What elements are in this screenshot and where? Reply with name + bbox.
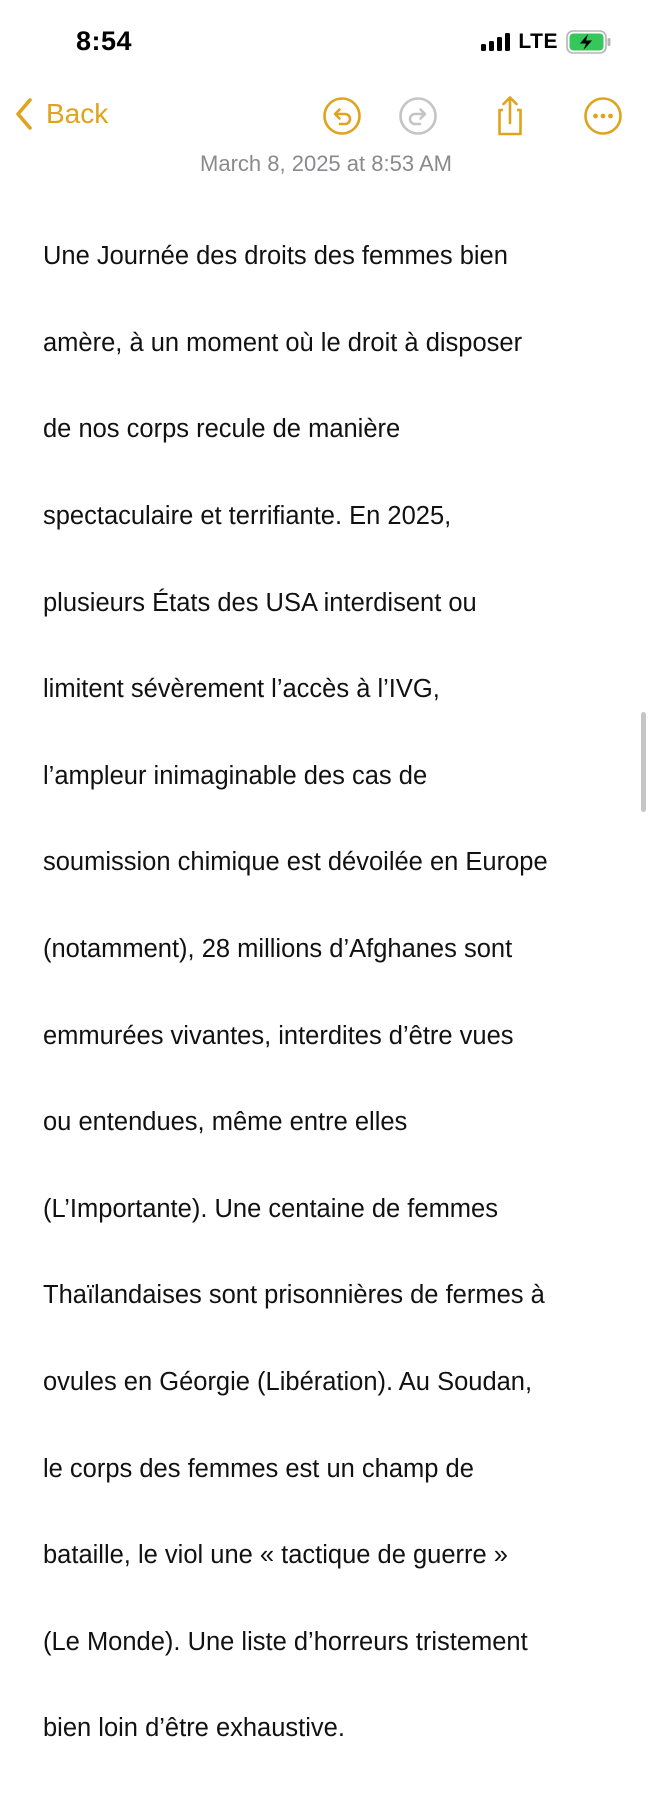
note-line: Une Journée des droits des femmes bien: [43, 242, 508, 271]
note-line: plusieurs États des USA interdisent ou: [43, 588, 477, 617]
note-date: March 8, 2025 at 8:53 AM: [200, 151, 452, 176]
more-icon: [581, 94, 625, 138]
note-line: ou entendues, même entre elles: [43, 1108, 408, 1137]
back-button[interactable]: [12, 94, 108, 134]
redo-button[interactable]: [396, 94, 440, 138]
undo-icon: [320, 94, 364, 138]
signal-bars-icon: [481, 33, 510, 51]
more-button[interactable]: [581, 94, 625, 138]
note-line: ovules en Géorgie (Libération). Au Soudan,: [43, 1368, 533, 1397]
battery-charging-icon: [566, 30, 612, 54]
status-indicators: [481, 30, 612, 54]
note-line: (L’Importante). Une centaine de femmes: [43, 1194, 498, 1223]
note-line: limitent sévèrement l’accès à l’IVG,: [43, 675, 440, 704]
note-line: emmurées vivantes, interdites d’être vues: [43, 1021, 514, 1050]
note-line: spectaculaire et terrifiante. En 2025,: [43, 502, 452, 531]
scroll-indicator[interactable]: [641, 712, 646, 812]
status-time: 8:54: [76, 26, 133, 56]
note-line: bien loin d’être exhaustive.: [43, 1714, 345, 1743]
note-line: (notamment), 28 millions d’Afghanes sont: [43, 935, 513, 964]
note-toolbar: [0, 88, 652, 144]
redo-icon: [396, 94, 440, 138]
network-type: LTE: [518, 30, 558, 53]
chevron-left-icon: [12, 94, 38, 134]
note-line: de nos corps recule de manière: [43, 415, 401, 444]
note-line: Thaïlandaises sont prisonnières de fermes à: [43, 1281, 545, 1310]
back-label: Back: [46, 98, 109, 129]
share-icon: [488, 94, 532, 138]
note-line: l’ampleur inimaginable des cas de: [43, 761, 428, 790]
note-line: le corps des femmes est un champ de: [43, 1454, 474, 1483]
status-bar: [0, 0, 652, 80]
note-body[interactable]: [43, 192, 623, 1794]
note-line: (Le Monde). Une liste d’horreurs tristement: [43, 1627, 528, 1656]
share-button[interactable]: [488, 94, 532, 138]
undo-button[interactable]: [320, 94, 364, 138]
note-line: bataille, le viol une « tactique de guerre »: [43, 1541, 508, 1570]
note-line: amère, à un moment où le droit à disposer: [43, 328, 523, 357]
note-line: soumission chimique est dévoilée en Europe: [43, 848, 548, 877]
